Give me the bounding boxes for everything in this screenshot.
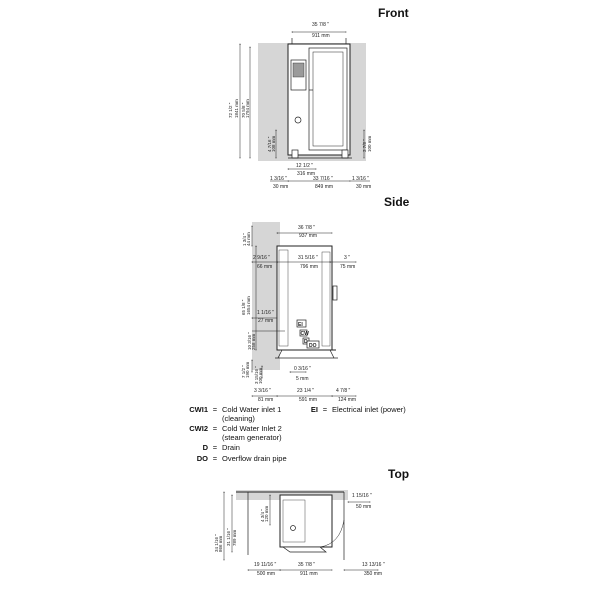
side-foot-c-in: 23 1/4 " — [297, 388, 315, 394]
top-w1-in: 19 11/16 " — [254, 562, 277, 568]
front-leg-right-mm: 100 mm — [367, 135, 372, 152]
side-foot-l-mm: 81 mm — [258, 397, 274, 403]
front-leg-left-mm: 108 mm — [271, 135, 276, 152]
side-cw-mm: 258 mm — [251, 333, 256, 350]
side-depth-in: 36 7/8 " — [298, 225, 316, 231]
legend-right — [308, 406, 418, 415]
badge-cw: CW — [300, 331, 309, 337]
side-low-mm: 100 mm — [258, 367, 263, 384]
front-top-width-in: 35 7/8 " — [312, 22, 330, 28]
front-clear-left-mm: 30 mm — [273, 184, 289, 190]
front-top-width-mm: 911 mm — [312, 33, 330, 39]
side-small-in: 0 3/16 " — [294, 366, 312, 372]
front-clear-right: 1 3/16 " — [352, 176, 370, 182]
side-small-mm: 5 mm — [296, 376, 309, 382]
front-base-mm: 849 mm — [315, 184, 334, 190]
side-foot-r-in: 4 7/8 " — [336, 388, 351, 394]
side-foot-c-mm: 591 mm — [299, 397, 318, 403]
legend-item: D = Drain — [202, 443, 240, 452]
side-foot-r-mm: 124 mm — [338, 397, 357, 403]
side-left-mm: 66 mm — [257, 264, 273, 270]
side-drain-in: 7 1/2 " — [241, 365, 246, 378]
top-depth-mm: 866 mm — [218, 535, 223, 552]
front-height-total: 72 1/2 " — [228, 102, 233, 118]
side-top-off-mm: 44 mm — [246, 232, 251, 246]
top-inner-mm: 120 mm — [264, 505, 269, 522]
top-w2-mm: 911 mm — [300, 571, 318, 577]
side-right-mm: 75 mm — [340, 264, 356, 270]
side-body-in: 31 5/16 " — [298, 255, 318, 261]
side-height-in: 65 1/8 " — [241, 299, 246, 315]
badge-d: D — [304, 339, 308, 345]
front-height-inner: 70 5/8 " — [241, 102, 246, 118]
front-clear-right-mm: 30 mm — [356, 184, 372, 190]
side-body-mm: 796 mm — [300, 264, 319, 270]
badge-ei: EI — [298, 322, 303, 328]
side-height-mm: 1654 mm — [246, 296, 251, 315]
side-right-in: 3 " — [344, 255, 350, 261]
side-left-in: 2 9/16 " — [253, 255, 271, 261]
front-clear-left: 1 3/16 " — [270, 176, 288, 182]
side-depth-mm: 937 mm — [299, 233, 318, 239]
front-panel-in: 12 1/2 " — [296, 163, 314, 169]
front-height-total-mm: 1841 mm — [234, 99, 239, 118]
top-inner-in: 4 3/4 " — [260, 509, 265, 522]
front-leg-left: 4 7/16 " — [267, 136, 272, 152]
front-height-inner-mm: 1794 mm — [245, 99, 250, 118]
side-foot-l-in: 3 3/16 " — [254, 388, 272, 394]
side-cw-in: 10 3/16 " — [247, 332, 252, 350]
top-w3-mm: 350 mm — [364, 571, 383, 577]
side-drain-mm: 190 mm — [245, 361, 250, 378]
top-view — [224, 490, 378, 570]
front-view — [240, 32, 370, 181]
legend-item: CWI2 = Cold Water Inlet 2 (steam generator) — [189, 424, 282, 442]
front-panel-mm: 316 mm — [297, 171, 316, 177]
legend-item: EI = Electrical inlet (power) — [310, 405, 406, 414]
legend-left — [186, 406, 326, 463]
top-right-top-mm: 50 mm — [356, 504, 372, 510]
top-w2-in: 35 7/8 " — [298, 562, 316, 568]
top-right-top-in: 1 15/16 " — [352, 493, 372, 499]
top-depth2-in: 31 1/16 " — [226, 528, 231, 546]
top-depth2-mm: 789 mm — [232, 529, 237, 546]
front-leg-right: 3 7/8 " — [362, 139, 367, 152]
top-w3-in: 13 13/16 " — [362, 562, 385, 568]
top-w1-mm: 500 mm — [257, 571, 276, 577]
top-depth-in: 34 1/16 " — [214, 534, 219, 552]
side-ei-mm: 27 mm — [258, 318, 274, 324]
front-view-title: Front — [378, 6, 409, 20]
badge-do: DO — [309, 343, 317, 349]
side-view-title: Side — [384, 195, 410, 209]
legend-item: DO = Overflow drain pipe — [196, 453, 287, 463]
front-base-in: 33 7/16 " — [313, 176, 333, 182]
top-view-title: Top — [388, 467, 410, 481]
legend-item: CWI1 = Cold Water inlet 1 (cleaning) — [189, 405, 282, 423]
side-ei-in: 1 1/16 " — [257, 310, 275, 316]
side-top-off: 1 3/4 " — [242, 233, 247, 246]
side-low-in: 3 15/16 " — [254, 366, 259, 384]
